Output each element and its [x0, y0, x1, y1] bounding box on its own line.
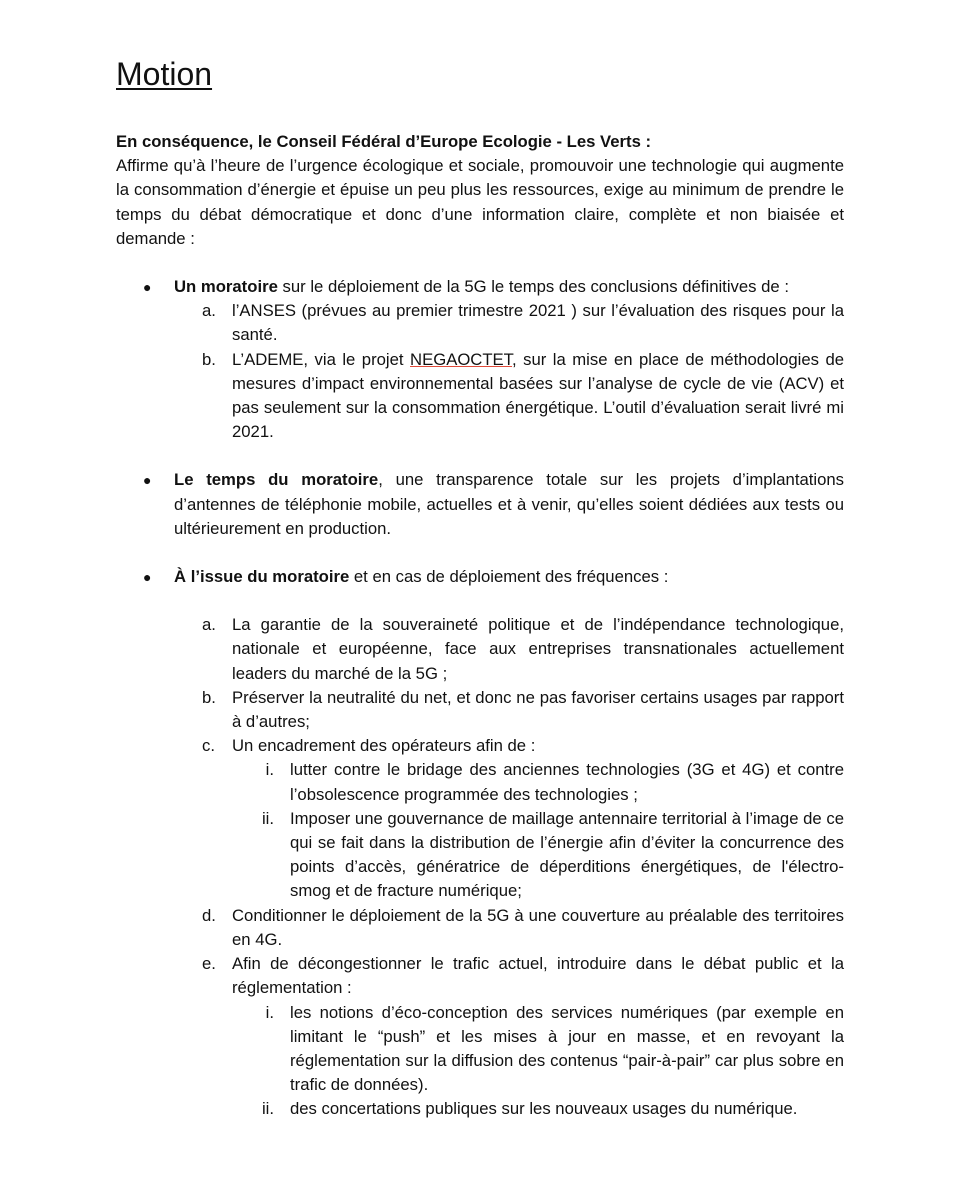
bullet-icon: ●	[143, 569, 152, 586]
list-item: a. La garantie de la souveraineté politique et de l’indépendance technologique, nationale et européenne, face aux entreprises transnationales actuellement leaders du marché de la 5G ;	[202, 615, 844, 683]
bullet-moratoire	[116, 275, 844, 299]
document-body	[116, 130, 844, 1122]
list-item: b. Préserver la neutralité du net, et donc ne pas favoriser certains usages par rapport à d’autres;	[202, 687, 844, 732]
sub-list-item: ii. des concertations publiques sur les nouveaux usages du numérique.	[261, 1099, 798, 1119]
bullet-temps-moratoire: ● Le temps du moratoire, une transparence totale sur les projets d’implantations d’antennes de téléphonie mobile, actuelles et à venir, qu’elles soient dédiées aux tests ou ultérieurement en production.	[143, 470, 844, 538]
section-heading: En conséquence, le Conseil Fédéral d’Europe Ecologie - Les Verts :	[116, 132, 652, 151]
sub-list-item: i. les notions d’éco-conception des services numériques (par exemple en limitant le “push” et les mises à jour en masse, et en revoyant la réglementation sur la diffusion des contenus “pair-à-pair” car plus sobre en trafic de données).	[265, 1002, 844, 1095]
intro-paragraph: Affirme qu’à l’heure de l’urgence écologique et sociale, promouvoir une technologie qui augmente la consommation d’énergie et épuise un peu plus les ressources, exige au minimum de prendre le temps du débat démocratique et donc d’une information claire, complète et non biaisée et demande :	[116, 156, 844, 248]
bullet-text: Un moratoire sur le déploiement de la 5G le temps des conclusions définitives de :	[174, 277, 789, 297]
list-item: e. Afin de décongestionner le trafic actuel, introduire dans le débat public et la réglementation :	[202, 954, 844, 998]
bullet-bold: Un moratoire	[174, 277, 278, 297]
page-title: Motion	[116, 56, 213, 92]
bullet-issue-moratoire: ● À l’issue du moratoire et en cas de déploiement des fréquences :	[116, 565, 844, 589]
sub-list-item: ii. Imposer une gouvernance de maillage antennaire territorial à l’image de ce qui se fait dans la distribution de l’énergie afin d’éviter la concurrence des points d’accès, génératrice de déperditions énergétiques, de l'électro-smog et de fracture numérique;	[261, 808, 844, 901]
list-item: d. Conditionner le déploiement de la 5G à une couverture au préalable des territoires en 4G.	[202, 905, 844, 949]
sub-list-item: i. lutter contre le bridage des anciennes technologies (3G et 4G) et contre l’obsolescence programmée des technologies ;	[265, 760, 844, 804]
spellcheck-word: NEGAOCTET	[410, 349, 513, 369]
list-item: b. L’ADEME, via le projet NEGAOCTET, sur la mise en place de méthodologies de mesures d’impact environnemental basées sur l’analyse de cycle de vie (ACV) et pas seulement sur la consommation énergétique. L’outil d’évaluation serait livré mi 2021.	[202, 349, 845, 442]
bullet-icon: ●	[143, 279, 152, 296]
bullet-icon: ●	[143, 472, 152, 489]
list-item: a. l’ANSES (prévues au premier trimestre 2021 ) sur l’évaluation des risques pour la santé.	[202, 301, 844, 345]
list-item: c. Un encadrement des opérateurs afin de :	[202, 736, 536, 756]
